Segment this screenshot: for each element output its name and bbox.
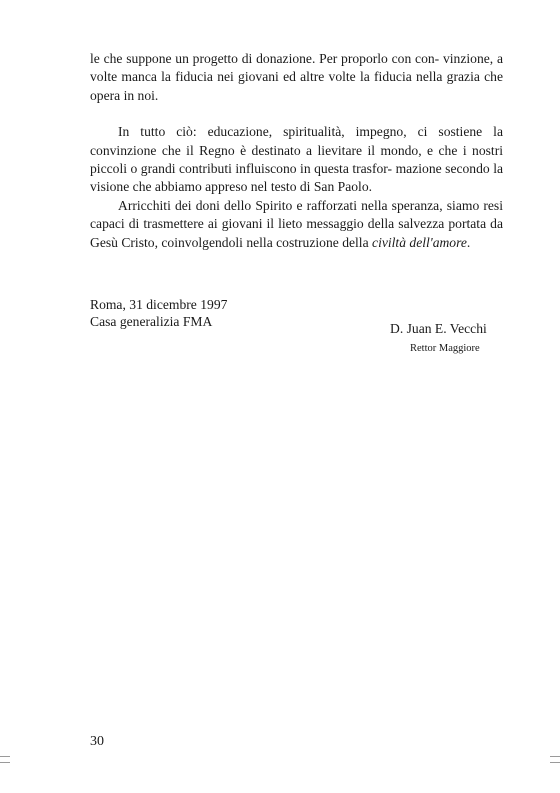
text-line: siamo resi capaci di trasmettere ai giovani il lieto messaggio della [90, 197, 504, 232]
text-line: In tutto ciò: educazione, spiritualità, impegno, ci sostiene la [118, 124, 503, 140]
text-line: vinzione, a volte manca la fiducia nei giovani ed altre volte la [90, 51, 504, 85]
text-line: fiducia nella grazia che opera in noi. [90, 69, 503, 103]
text-line: i nostri piccoli o grandi contributi influiscono in questa trasfor- [90, 142, 504, 177]
paragraph-2 [90, 123, 503, 197]
scan-edge-mark [550, 756, 560, 757]
signature-title: Rettor Maggiore [410, 343, 480, 354]
paragraph-1 [90, 50, 503, 105]
text-line: Arricchiti dei doni dello Spirito e rafforzati nella speranza, [118, 197, 443, 213]
text-line: salvezza portata da Gesù Cristo, coinvolgendoli nella costruzione [90, 216, 503, 250]
text-line: mazione secondo la visione che abbiamo appreso nel testo di San [90, 161, 504, 195]
signature-name: D. Juan E. Vecchi [390, 321, 487, 336]
body-text [90, 50, 503, 252]
text-line [342, 235, 470, 250]
paragraph-3 [90, 197, 503, 252]
text-line: convinzione che il Regno è destinato a lievitare il mondo, e che [90, 142, 458, 158]
scan-edge-mark [550, 762, 560, 763]
scan-edge-mark [0, 756, 10, 757]
text-fragment: della [342, 234, 373, 250]
place-date-block [90, 296, 227, 330]
place-date: Roma, 31 dicembre 1997 [90, 297, 228, 312]
text-line: le che suppone un progetto di donazione. Per proporlo con con- [90, 51, 440, 66]
text-line: Paolo. [337, 179, 373, 195]
scan-edge-mark [0, 762, 10, 763]
paragraph-spacer [90, 105, 503, 123]
text-fragment: . [466, 234, 471, 250]
page-number: 30 [90, 734, 104, 749]
location: Casa generalizia FMA [90, 314, 213, 329]
italic-phrase: civiltà dell'amore [372, 234, 467, 250]
